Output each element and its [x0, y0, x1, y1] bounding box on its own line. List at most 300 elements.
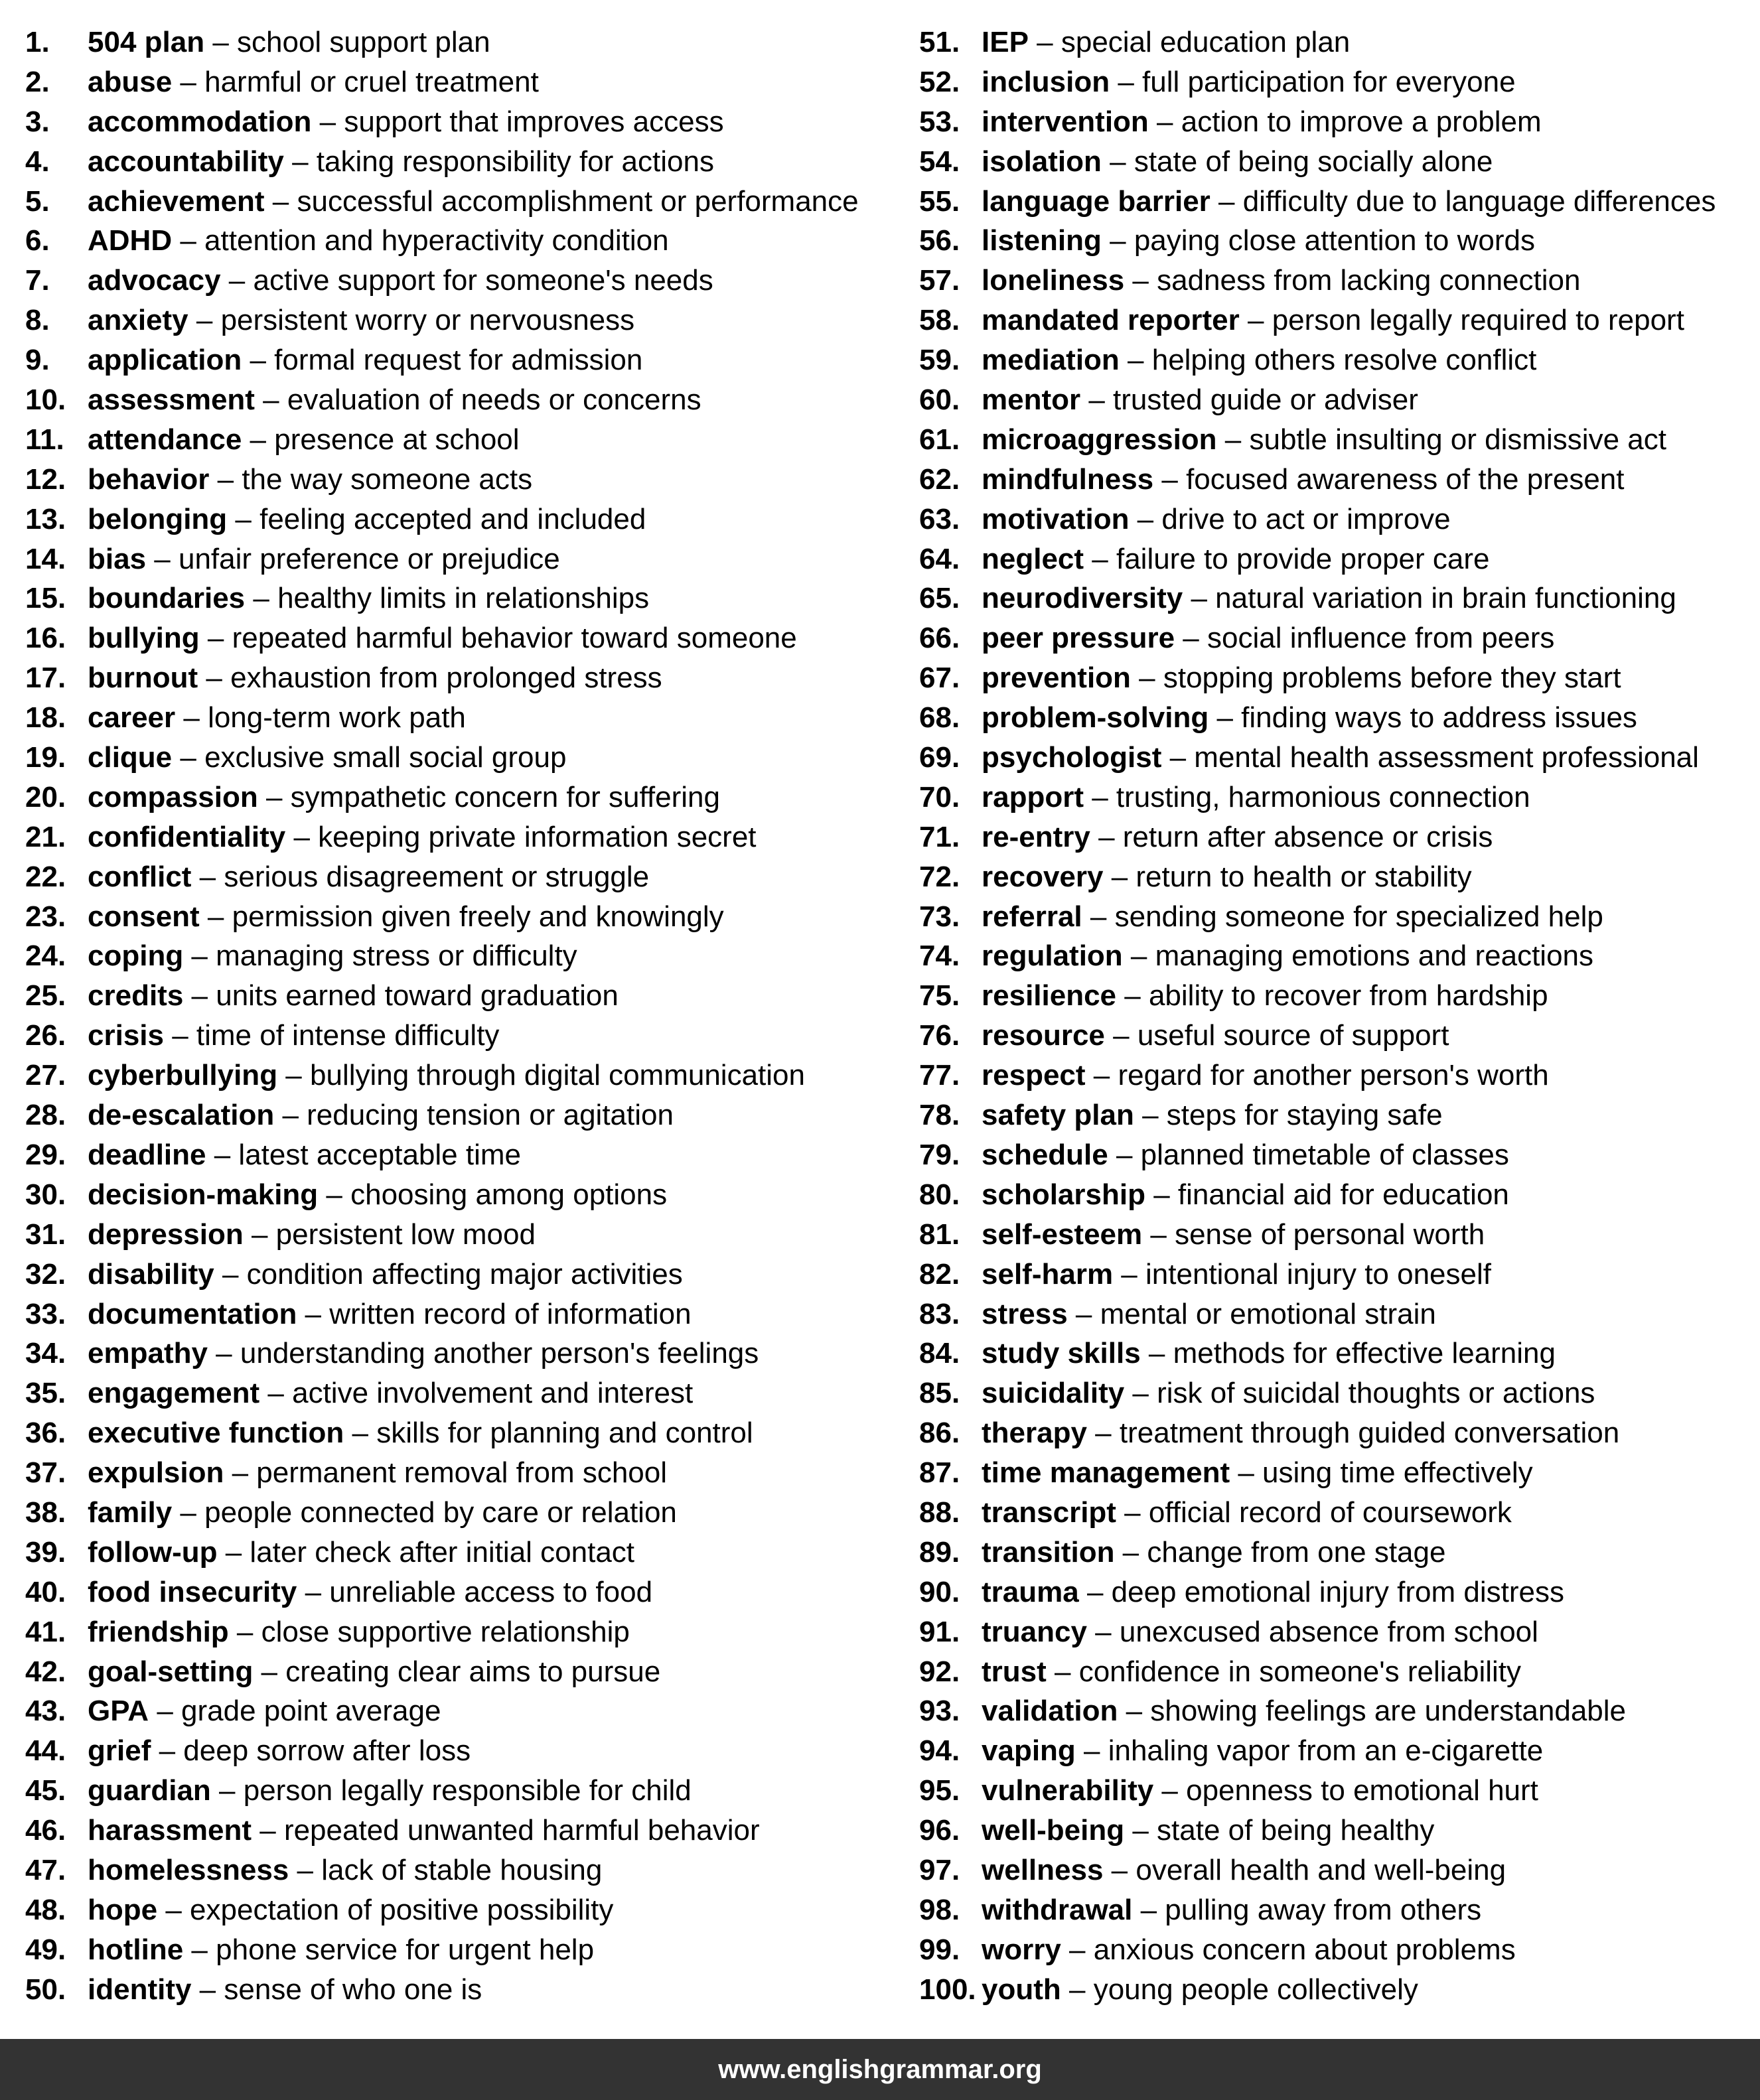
item-definition: persistent low mood: [275, 1218, 536, 1251]
item-term: scholarship: [982, 1178, 1145, 1211]
item-definition: change from one stage: [1147, 1535, 1446, 1569]
item-term: inclusion: [982, 65, 1110, 98]
list-item: [25, 344, 888, 384]
item-definition: healthy limits in relationships: [277, 582, 650, 615]
item-separator: –: [1101, 224, 1134, 257]
item-term: youth: [982, 1973, 1061, 2006]
item-number: 33.: [25, 1297, 66, 1330]
item-term: 504 plan: [88, 26, 205, 58]
item-number: 73.: [919, 900, 960, 933]
item-number: 100.: [919, 1973, 976, 2006]
list-item: [25, 901, 888, 941]
item-number: 31.: [25, 1218, 66, 1251]
item-definition: condition affecting major activities: [246, 1257, 683, 1291]
list-item: [919, 1417, 1755, 1457]
item-term: peer pressure: [982, 622, 1175, 655]
item-number: 51.: [919, 26, 960, 58]
item-term: bias: [88, 542, 147, 575]
list-item: [25, 305, 888, 344]
item-term: conflict: [88, 860, 192, 893]
item-separator: –: [311, 105, 344, 138]
item-separator: –: [175, 701, 208, 735]
list-item: [919, 1179, 1755, 1219]
item-term: self-esteem: [982, 1218, 1143, 1251]
item-definition: useful source of support: [1137, 1019, 1449, 1052]
item-term: psychologist: [982, 741, 1162, 774]
item-term: deadline: [88, 1138, 206, 1171]
list-item: [25, 1298, 888, 1338]
item-definition: sadness from lacking connection: [1157, 264, 1581, 297]
item-definition: units earned toward graduation: [216, 979, 619, 1013]
item-definition: action to improve a problem: [1181, 105, 1542, 138]
item-definition: feeling accepted and included: [259, 502, 646, 535]
list-item: [25, 225, 888, 265]
item-definition: presence at school: [274, 423, 520, 456]
list-item: [919, 1020, 1755, 1060]
item-definition: young people collectively: [1093, 1973, 1418, 2006]
item-definition: pulling away from others: [1165, 1893, 1482, 1926]
item-definition: repeated harmful behavior toward someone: [232, 622, 797, 655]
item-number: 13.: [25, 502, 66, 535]
item-separator: –: [206, 1138, 239, 1171]
item-number: 39.: [25, 1535, 66, 1569]
item-number: 57.: [919, 264, 960, 297]
item-number: 92.: [919, 1655, 960, 1688]
item-separator: –: [242, 423, 275, 456]
item-definition: unfair preference or prejudice: [178, 542, 560, 575]
item-term: vaping: [982, 1734, 1076, 1768]
list-item: [919, 1537, 1755, 1576]
list-item: [919, 1219, 1755, 1259]
item-number: 9.: [25, 344, 50, 377]
item-definition: return after absence or crisis: [1122, 820, 1493, 853]
item-separator: –: [228, 1615, 261, 1648]
item-separator: –: [1124, 1814, 1157, 1847]
item-separator: –: [210, 1774, 244, 1807]
item-definition: person legally required to report: [1272, 304, 1684, 337]
item-separator: –: [1061, 1933, 1094, 1966]
list-item: [919, 305, 1755, 344]
item-term: food insecurity: [88, 1575, 297, 1608]
item-number: 2.: [25, 65, 50, 98]
item-definition: person legally responsible for child: [243, 1774, 692, 1807]
item-term: ADHD: [88, 224, 173, 257]
item-term: mandated reporter: [982, 304, 1240, 337]
item-definition: people connected by care or relation: [204, 1496, 677, 1529]
list-item: [919, 1576, 1755, 1616]
item-term: application: [88, 344, 242, 377]
item-term: harassment: [88, 1814, 252, 1847]
item-term: goal-setting: [88, 1655, 254, 1688]
item-separator: –: [1103, 1853, 1136, 1886]
item-term: credits: [88, 979, 184, 1013]
list-item: [25, 27, 888, 66]
list-item: [25, 821, 888, 861]
item-number: 30.: [25, 1178, 66, 1211]
list-item: [25, 1934, 888, 1974]
item-term: transcript: [982, 1496, 1116, 1529]
item-separator: –: [243, 1218, 276, 1251]
item-definition: state of being socially alone: [1134, 145, 1493, 178]
list-item: [919, 1099, 1755, 1139]
item-separator: –: [1183, 582, 1216, 615]
item-definition: mental or emotional strain: [1100, 1297, 1436, 1330]
item-definition: difficulty due to language differences: [1242, 184, 1716, 218]
item-separator: –: [245, 582, 278, 615]
item-separator: –: [183, 1933, 216, 1966]
item-definition: finding ways to address issues: [1241, 701, 1637, 735]
item-term: resilience: [982, 979, 1117, 1013]
item-number: 56.: [919, 224, 960, 257]
item-term: study skills: [982, 1337, 1141, 1370]
item-separator: –: [1086, 1615, 1120, 1648]
item-number: 26.: [25, 1019, 66, 1052]
item-number: 20.: [25, 780, 66, 813]
item-term: achievement: [88, 184, 265, 218]
item-definition: sense of personal worth: [1175, 1218, 1485, 1251]
item-definition: understanding another person's feelings: [240, 1337, 759, 1370]
item-separator: –: [1209, 701, 1242, 735]
item-separator: –: [214, 1257, 247, 1291]
list-item: [25, 1060, 888, 1099]
item-separator: –: [217, 1535, 250, 1569]
item-separator: –: [227, 502, 260, 535]
item-definition: focused awareness of the present: [1186, 462, 1625, 496]
item-definition: sending someone for specialized help: [1114, 900, 1603, 933]
item-definition: helping others resolve conflict: [1151, 344, 1537, 377]
item-term: respect: [982, 1059, 1086, 1092]
item-separator: –: [1142, 1218, 1175, 1251]
item-number: 55.: [919, 184, 960, 218]
item-number: 45.: [25, 1774, 66, 1807]
item-number: 66.: [919, 622, 960, 655]
item-definition: state of being healthy: [1157, 1814, 1435, 1847]
item-number: 91.: [919, 1615, 960, 1648]
item-term: referral: [982, 900, 1082, 933]
item-number: 67.: [919, 662, 960, 695]
item-term: boundaries: [88, 582, 246, 615]
list-item: [919, 543, 1755, 583]
item-definition: serious disagreement or struggle: [224, 860, 650, 893]
list-item: [919, 424, 1755, 464]
list-item: [25, 1735, 888, 1775]
list-item: [25, 106, 888, 146]
item-number: 19.: [25, 741, 66, 774]
item-definition: the way someone acts: [242, 462, 533, 496]
item-number: 53.: [919, 105, 960, 138]
list-item: [919, 106, 1755, 146]
item-definition: permission given freely and knowingly: [232, 900, 724, 933]
item-number: 42.: [25, 1655, 66, 1688]
item-separator: –: [163, 1019, 196, 1052]
list-item: [919, 1855, 1755, 1894]
item-term: behavior: [88, 462, 210, 496]
list-item: [919, 622, 1755, 662]
item-definition: repeated unwanted harmful behavior: [283, 1814, 760, 1847]
item-separator: –: [297, 1297, 330, 1330]
item-number: 72.: [919, 860, 960, 893]
item-separator: –: [1086, 1417, 1120, 1450]
item-separator: –: [1108, 1138, 1141, 1171]
list-item: [25, 1855, 888, 1894]
item-separator: –: [318, 1178, 351, 1211]
item-term: safety plan: [982, 1099, 1134, 1132]
item-number: 40.: [25, 1575, 66, 1608]
list-item: [25, 1894, 888, 1934]
item-term: worry: [982, 1933, 1061, 1966]
item-number: 95.: [919, 1774, 960, 1807]
item-term: withdrawal: [982, 1893, 1133, 1926]
item-number: 48.: [25, 1893, 66, 1926]
list-item: [919, 225, 1755, 265]
item-number: 97.: [919, 1853, 960, 1886]
item-definition: choosing among options: [350, 1178, 668, 1211]
item-term: vulnerability: [982, 1774, 1154, 1807]
item-number: 12.: [25, 462, 66, 496]
item-separator: –: [1122, 940, 1155, 973]
item-number: 24.: [25, 940, 66, 973]
item-separator: –: [1085, 1059, 1118, 1092]
item-definition: social influence from peers: [1207, 622, 1555, 655]
item-term: career: [88, 701, 176, 735]
item-number: 99.: [919, 1933, 960, 1966]
item-separator: –: [252, 1814, 284, 1847]
item-term: intervention: [982, 105, 1149, 138]
item-term: engagement: [88, 1377, 260, 1410]
item-number: 69.: [919, 741, 960, 774]
item-definition: natural variation in brain functioning: [1215, 582, 1676, 615]
item-number: 34.: [25, 1337, 66, 1370]
item-separator: –: [1084, 542, 1116, 575]
item-separator: –: [1113, 1257, 1145, 1291]
item-definition: active involvement and interest: [292, 1377, 694, 1410]
list-item: [25, 66, 888, 106]
item-term: motivation: [982, 502, 1130, 535]
item-definition: creating clear aims to pursue: [285, 1655, 661, 1688]
item-separator: –: [274, 1099, 307, 1132]
item-term: language barrier: [982, 184, 1210, 218]
item-term: decision-making: [88, 1178, 319, 1211]
item-separator: –: [1132, 1893, 1165, 1926]
item-separator: –: [254, 384, 287, 417]
item-number: 50.: [25, 1973, 66, 2006]
item-definition: anxious concern about problems: [1093, 1933, 1516, 1966]
item-definition: sense of who one is: [224, 1973, 482, 2006]
item-term: confidentiality: [88, 820, 286, 853]
item-separator: –: [1078, 1575, 1112, 1608]
list-item: [25, 424, 888, 464]
item-separator: –: [1153, 462, 1187, 496]
item-definition: formal request for admission: [274, 344, 643, 377]
list-item: [919, 384, 1755, 424]
item-separator: –: [1090, 820, 1123, 853]
list-item: [25, 186, 888, 226]
list-item: [25, 1815, 888, 1855]
item-separator: –: [146, 542, 179, 575]
list-item: [919, 1656, 1755, 1696]
item-term: mindfulness: [982, 462, 1154, 496]
list-item: [25, 1417, 888, 1457]
item-separator: –: [1148, 105, 1181, 138]
item-definition: failure to provide proper care: [1116, 542, 1490, 575]
item-term: problem-solving: [982, 701, 1209, 735]
item-term: clique: [88, 741, 173, 774]
item-number: 80.: [919, 1178, 960, 1211]
list-item: [25, 1656, 888, 1696]
item-definition: exclusive small social group: [204, 741, 567, 774]
item-number: 6.: [25, 224, 50, 257]
item-term: validation: [982, 1695, 1118, 1728]
item-term: mentor: [982, 384, 1081, 417]
item-number: 1.: [25, 26, 50, 58]
list-item: [919, 504, 1755, 543]
item-term: hotline: [88, 1933, 184, 1966]
item-definition: planned timetable of classes: [1140, 1138, 1509, 1171]
item-number: 76.: [919, 1019, 960, 1052]
item-definition: expectation of positive possibility: [190, 1893, 614, 1926]
item-term: listening: [982, 224, 1102, 257]
item-separator: –: [172, 224, 205, 257]
list-item: [25, 384, 888, 424]
item-separator: –: [1116, 979, 1149, 1013]
item-separator: –: [253, 1655, 286, 1688]
item-separator: –: [1104, 1019, 1137, 1052]
item-number: 29.: [25, 1138, 66, 1171]
item-number: 86.: [919, 1417, 960, 1450]
item-number: 78.: [919, 1099, 960, 1132]
list-item: [919, 1695, 1755, 1735]
list-item: [919, 146, 1755, 186]
item-separator: –: [183, 940, 216, 973]
item-separator: –: [1239, 304, 1272, 337]
list-item: [25, 1775, 888, 1815]
item-separator: –: [1119, 344, 1152, 377]
list-item: [25, 861, 888, 901]
item-separator: –: [344, 1417, 377, 1450]
item-number: 3.: [25, 105, 50, 138]
list-item: [25, 1497, 888, 1537]
item-term: self-harm: [982, 1257, 1114, 1291]
item-separator: –: [1140, 1337, 1173, 1370]
item-number: 90.: [919, 1575, 960, 1608]
item-definition: long-term work path: [208, 701, 466, 735]
item-term: follow-up: [88, 1535, 218, 1569]
item-definition: exhaustion from prolonged stress: [230, 662, 662, 695]
item-term: guardian: [88, 1774, 211, 1807]
item-term: schedule: [982, 1138, 1108, 1171]
item-separator: –: [1118, 1695, 1151, 1728]
item-term: rapport: [982, 780, 1084, 813]
item-number: 62.: [919, 462, 960, 496]
item-separator: –: [151, 1734, 184, 1768]
item-term: resource: [982, 1019, 1105, 1052]
item-definition: stopping problems before they start: [1163, 662, 1621, 695]
item-separator: –: [207, 1337, 240, 1370]
item-number: 46.: [25, 1814, 66, 1847]
list-item: [919, 1894, 1755, 1934]
item-separator: –: [297, 1575, 330, 1608]
list-item: [919, 265, 1755, 305]
item-definition: treatment through guided conversation: [1119, 1417, 1620, 1450]
item-separator: –: [1129, 502, 1162, 535]
item-definition: evaluation of needs or concerns: [287, 384, 701, 417]
item-term: regulation: [982, 940, 1123, 973]
item-definition: trusted guide or adviser: [1113, 384, 1418, 417]
list-item: [919, 1457, 1755, 1497]
item-term: disability: [88, 1257, 214, 1291]
list-item: [25, 1974, 888, 2014]
item-separator: –: [1134, 1099, 1167, 1132]
item-number: 84.: [919, 1337, 960, 1370]
item-definition: written record of information: [329, 1297, 692, 1330]
item-number: 47.: [25, 1853, 66, 1886]
item-number: 74.: [919, 940, 960, 973]
item-term: microaggression: [982, 423, 1217, 456]
item-separator: –: [1230, 1456, 1263, 1490]
list-item: [25, 1576, 888, 1616]
item-term: bullying: [88, 622, 200, 655]
item-term: depression: [88, 1218, 244, 1251]
item-term: stress: [982, 1297, 1068, 1330]
item-definition: keeping private information secret: [318, 820, 757, 853]
item-number: 35.: [25, 1377, 66, 1410]
item-definition: confidence in someone's reliability: [1078, 1655, 1522, 1688]
list-item: [25, 782, 888, 821]
list-item: [919, 186, 1755, 226]
list-item: [919, 940, 1755, 980]
item-term: assessment: [88, 384, 255, 417]
item-number: 63.: [919, 502, 960, 535]
item-separator: –: [1046, 1655, 1079, 1688]
vocabulary-column-left: [25, 27, 888, 2014]
list-item: [25, 1377, 888, 1417]
item-term: transition: [982, 1535, 1115, 1569]
item-definition: reducing tension or agitation: [307, 1099, 674, 1132]
item-term: re-entry: [982, 820, 1090, 853]
item-definition: later check after initial contact: [250, 1535, 635, 1569]
list-item: [919, 821, 1755, 861]
item-separator: –: [289, 1853, 322, 1886]
item-separator: –: [1130, 662, 1163, 695]
item-separator: –: [199, 900, 232, 933]
item-term: neurodiversity: [982, 582, 1183, 615]
item-number: 58.: [919, 304, 960, 337]
list-item: [25, 1616, 888, 1656]
item-number: 52.: [919, 65, 960, 98]
item-number: 15.: [25, 582, 66, 615]
list-item: [25, 1259, 888, 1298]
item-definition: lack of stable housing: [321, 1853, 603, 1886]
list-item: [25, 1219, 888, 1259]
item-separator: –: [1145, 1178, 1178, 1211]
item-definition: unreliable access to food: [329, 1575, 653, 1608]
list-item: [25, 504, 888, 543]
list-item: [25, 1338, 888, 1377]
list-item: [919, 662, 1755, 702]
item-separator: –: [1082, 900, 1115, 933]
item-separator: –: [264, 184, 297, 218]
item-term: abuse: [88, 65, 173, 98]
item-definition: special education plan: [1061, 26, 1351, 58]
item-term: accommodation: [88, 105, 312, 138]
item-separator: –: [220, 264, 254, 297]
list-item: [25, 622, 888, 662]
item-number: 44.: [25, 1734, 66, 1768]
list-item: [25, 940, 888, 980]
item-term: isolation: [982, 145, 1102, 178]
item-separator: –: [1084, 780, 1116, 813]
item-number: 38.: [25, 1496, 66, 1529]
